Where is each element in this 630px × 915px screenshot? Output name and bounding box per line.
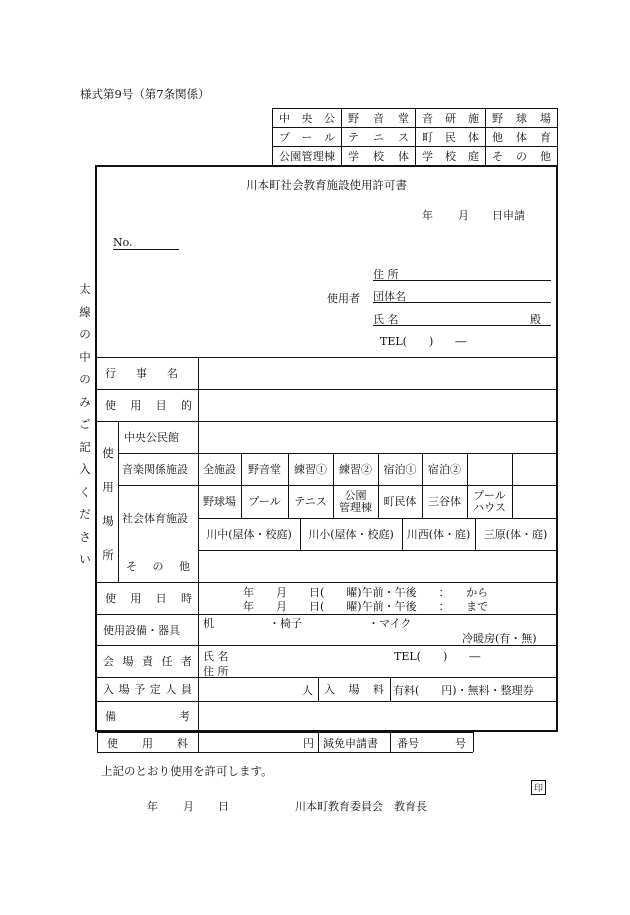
facility-name: 中 央 公	[279, 112, 335, 125]
music-facility-label: 音楽関係施設	[122, 463, 188, 476]
place-label-char: 用	[102, 480, 114, 494]
no-label: No.	[113, 236, 133, 249]
side-note-char: 線	[79, 304, 91, 319]
grid-line	[318, 732, 319, 752]
facility-name: 音 研 施	[422, 112, 479, 125]
facility-cell	[341, 146, 416, 166]
facility-cell	[272, 108, 342, 128]
group-field[interactable]	[373, 288, 551, 303]
school-option[interactable]: 川小(屋体・校庭)	[308, 528, 394, 541]
side-note-char: の	[79, 372, 91, 386]
purpose-label-text: 使 用 目 的	[105, 399, 192, 412]
issuer: 川本町教育委員会 教育長	[295, 800, 427, 813]
manager-label-text: 会 場 責 任 者	[103, 655, 192, 668]
side-note-char: さ	[79, 529, 91, 544]
exemption-label: 減免申請書	[323, 737, 378, 750]
footer-day: 日	[218, 800, 229, 813]
facility-name: そ の 他	[492, 150, 551, 163]
name-label: 氏 名	[373, 313, 399, 326]
facility-name: 野 音 堂	[348, 112, 409, 125]
datetime-label	[97, 582, 198, 614]
footer-year: 年	[147, 800, 158, 813]
facility-cell	[485, 127, 558, 147]
music-room-option[interactable]: 練習②	[339, 463, 372, 476]
music-room-option[interactable]: 全施設	[203, 463, 236, 476]
sports-room-option[interactable]: 公園 管理棟	[339, 488, 372, 514]
grid-line	[390, 677, 391, 701]
music-room-option[interactable]: 宿泊②	[428, 463, 461, 476]
number-unit: 号	[455, 737, 466, 750]
other-field[interactable]	[198, 550, 556, 582]
attendance-unit: 人	[302, 684, 313, 697]
address-label: 住 所	[373, 268, 399, 281]
side-note-char: の	[79, 327, 91, 341]
equipment-items[interactable]: 机 ・椅子 ・マイク	[203, 617, 412, 630]
side-note-char: 入	[79, 462, 91, 476]
datetime-from[interactable]: 年 月 日( 曜)午前・午後 ： から	[243, 586, 489, 599]
place-label-char: 使	[102, 446, 114, 460]
entry-fee-label	[318, 677, 390, 701]
usage-fee-unit: 円	[303, 737, 314, 750]
aircon-option[interactable]: 冷暖房(有・無)	[462, 632, 537, 645]
usage-fee-label-text: 使 用 料	[107, 736, 188, 750]
date-month: 月	[458, 209, 469, 222]
central-hall-label: 中央公民館	[124, 431, 179, 444]
usage-fee-label	[97, 733, 198, 752]
remarks-label	[97, 701, 198, 730]
purpose-label	[97, 389, 198, 421]
address-field[interactable]	[373, 266, 551, 281]
school-option[interactable]: 川西(体・庭)	[406, 528, 471, 541]
sports-facility-label: 社会体育施設	[122, 511, 188, 525]
facility-cell	[485, 146, 558, 166]
facility-name: 他 体 育	[492, 131, 551, 144]
grid-line	[198, 732, 199, 752]
applicant-label: 使用者	[327, 292, 360, 305]
honorific: 殿	[530, 313, 541, 326]
facility-cell	[272, 146, 342, 166]
place-label-char: 所	[102, 548, 114, 562]
other-label	[118, 550, 198, 582]
grid-line	[467, 453, 468, 485]
facility-cell	[415, 127, 486, 147]
datetime-label-text: 使 用 日 時	[105, 592, 192, 605]
grid-line	[473, 732, 474, 752]
date-day-apply: 日申請	[492, 209, 525, 222]
purpose-field[interactable]	[198, 389, 556, 421]
form-title: 川本町社会教育施設使用許可書	[246, 178, 407, 192]
event-label	[97, 357, 198, 389]
entry-fee-label-text: 入 場 料	[324, 683, 384, 696]
other-label-text: そ の 他	[126, 560, 190, 573]
date-year: 年	[422, 209, 433, 222]
grid-line	[512, 485, 513, 518]
sports-room-option[interactable]: 野球場	[203, 494, 236, 508]
datetime-to[interactable]: 年 月 日( 曜)午前・午後 ： まで	[243, 600, 489, 613]
name-field[interactable]	[373, 311, 551, 326]
manager-tel[interactable]: TEL( ) ―	[394, 650, 481, 663]
facility-name: 学 校 庭	[422, 150, 479, 163]
facility-name: 町 民 体	[422, 131, 479, 144]
remarks-label-text: 備 考	[105, 709, 190, 723]
manager-label	[97, 645, 198, 677]
sports-room-option[interactable]: プール ハウス	[473, 488, 506, 514]
side-note-char: 太	[79, 282, 91, 296]
sports-room-option[interactable]: プール	[248, 494, 281, 508]
facility-cell	[341, 108, 416, 128]
facility-name: 野 球 場	[492, 112, 551, 125]
side-note-char: ご	[79, 417, 91, 431]
group-label: 団体名	[373, 290, 406, 303]
facility-cell	[272, 127, 342, 147]
side-note-char: だ	[79, 507, 91, 521]
number-label: 番号	[397, 737, 419, 750]
seal-mark: 印	[531, 780, 546, 795]
facility-name: テ ニ ス	[348, 131, 409, 144]
central-hall-field[interactable]	[198, 421, 556, 453]
attendance-label-text: 入 場 予 定 人 員	[103, 683, 192, 696]
applicant-tel: TEL( ) ―	[380, 335, 467, 348]
music-room-option[interactable]: 宿泊①	[383, 463, 417, 476]
side-note-char: く	[79, 484, 91, 499]
manager-name[interactable]: 氏 名	[203, 650, 229, 663]
facility-name: 公 園 管 理 棟	[279, 150, 335, 163]
no-field[interactable]	[113, 236, 179, 250]
entry-fee-options[interactable]: 有料( 円)・無料・整理券	[393, 684, 534, 697]
facility-cell	[415, 108, 486, 128]
facility-cell	[415, 146, 486, 166]
school-option[interactable]: 三原(体・庭)	[483, 528, 548, 541]
sports-room-option[interactable]: 三谷体	[428, 494, 461, 508]
form-id: 様式第9号（第7条関係）	[80, 87, 210, 101]
place-label-char: 場	[102, 514, 114, 528]
event-field[interactable]	[198, 357, 556, 389]
facility-name: 学 校 体	[348, 150, 409, 163]
grid-line	[97, 752, 473, 753]
grid-line	[390, 732, 391, 752]
equipment-label: 使用設備・器具	[103, 623, 180, 637]
permission-text: 上記のとおり使用を許可します。	[101, 764, 273, 778]
event-label-text: 行 事 名	[105, 367, 178, 380]
side-note-char: い	[79, 552, 91, 566]
remarks-field[interactable]	[198, 701, 556, 730]
side-note-char: 記	[79, 439, 91, 454]
attendance-label	[97, 677, 198, 701]
sports-room-option[interactable]: 町民体	[383, 494, 417, 508]
music-room-option[interactable]: 野音堂	[248, 463, 281, 476]
facility-name: プ ー ル	[279, 131, 335, 144]
school-option[interactable]: 川中(屋体・校庭)	[206, 528, 292, 541]
side-note-char: み	[79, 394, 91, 409]
facility-cell	[485, 108, 558, 128]
sports-room-option[interactable]: テニス	[294, 494, 327, 508]
manager-address[interactable]: 住 所	[203, 665, 229, 678]
facility-cell	[341, 127, 416, 147]
side-note-char: 中	[79, 349, 91, 364]
grid-line	[512, 453, 513, 485]
music-room-option[interactable]: 練習①	[294, 463, 327, 476]
footer-month: 月	[183, 800, 194, 813]
